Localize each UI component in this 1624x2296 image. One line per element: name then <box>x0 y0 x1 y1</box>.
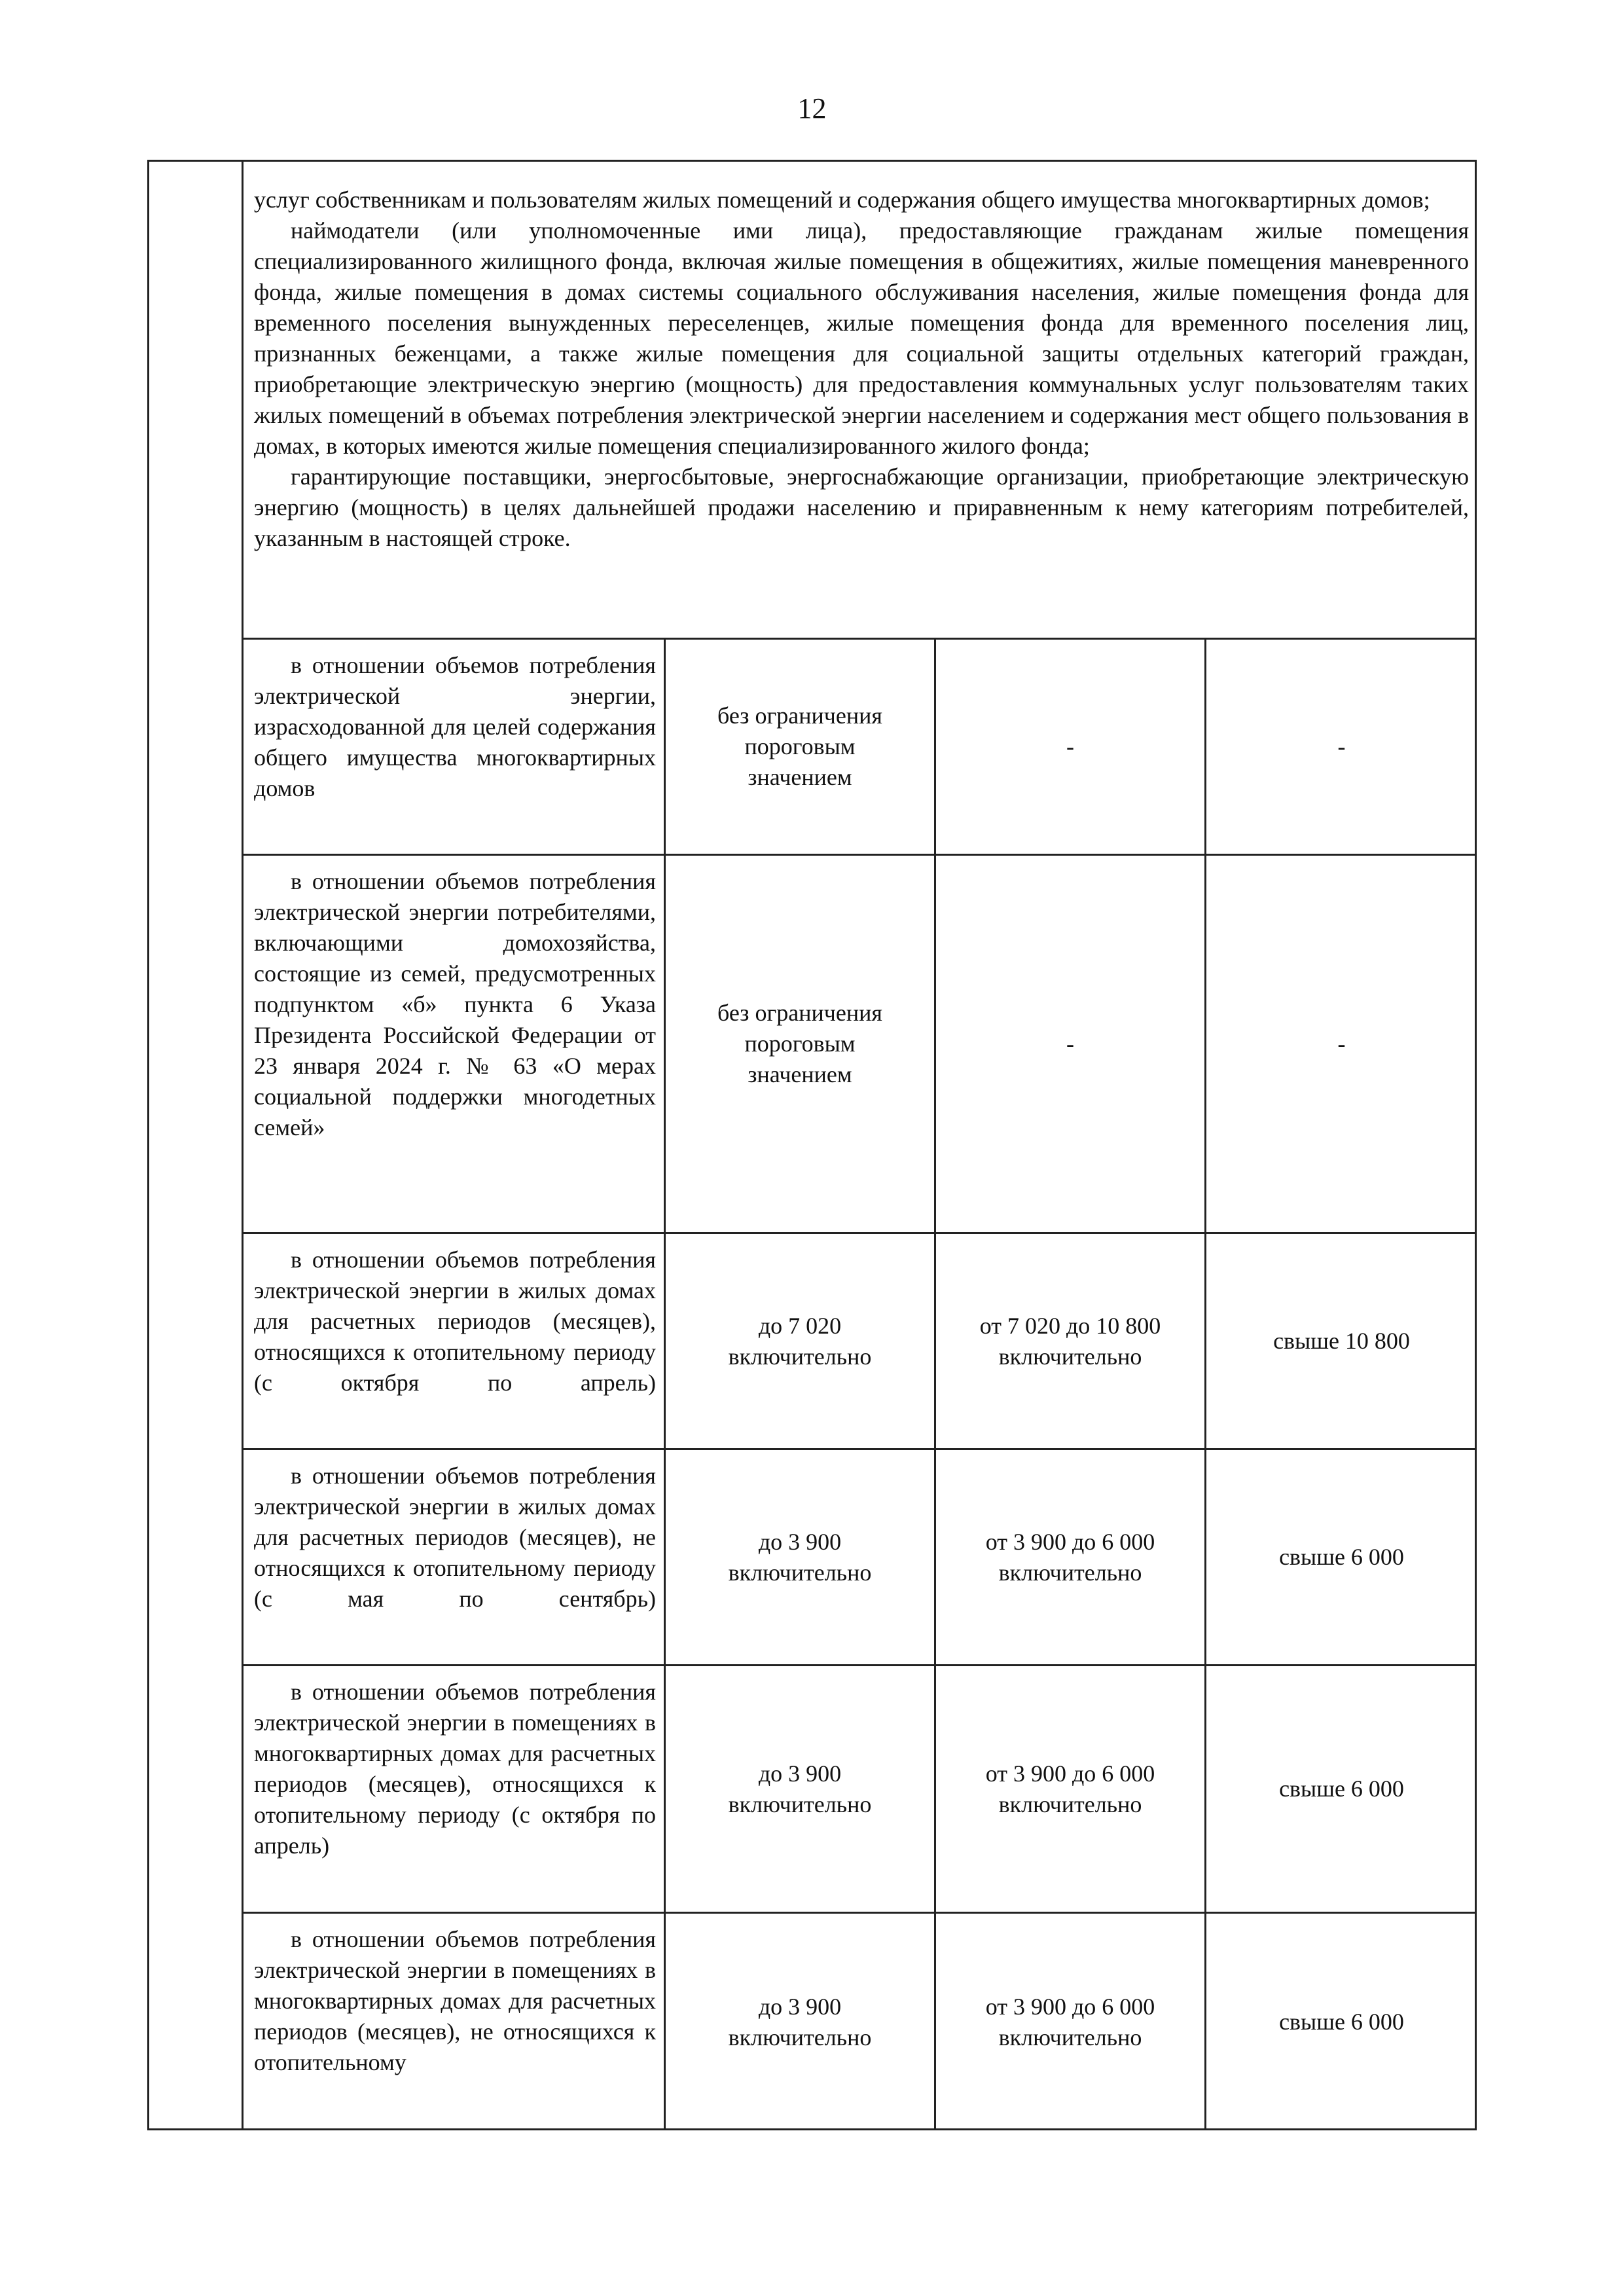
tier1-value: до 3 900 включительно <box>728 1528 872 1586</box>
tier2-cell <box>936 856 1206 1232</box>
table-row <box>244 1914 1477 2130</box>
tier1-cell <box>666 1666 936 1912</box>
tier2-value: от 7 020 до 10 800 включительно <box>979 1312 1161 1370</box>
row-description <box>244 640 666 854</box>
tier3-cell <box>1206 1450 1477 1664</box>
tier3-cell <box>1206 856 1477 1232</box>
tier3-cell <box>1206 640 1477 854</box>
tier2-cell <box>936 1450 1206 1664</box>
tier2-value: от 3 900 до 6 000 включительно <box>985 1760 1155 1817</box>
tier1-cell <box>666 1450 936 1664</box>
tier3-value: - <box>1337 733 1346 759</box>
tier3-cell <box>1206 1914 1477 2130</box>
tier1-cell <box>666 1234 936 1448</box>
row-description-text: в отношении объемов потребления электрической энергии в жилых домах для расчетных периодов (месяцев), не относящихся к отопительному периоду (с мая по сентябрь) <box>254 1463 656 1612</box>
intro-paragraph-3: гарантирующие поставщики, энергосбытовые, энергоснабжающие организации, приобретающие электрическую энергию (мощность) в целях дальнейшей продажи населению и приравненным к нему категориям потребителей, указанным в настоящей строке. <box>254 464 1469 551</box>
table-row <box>244 640 1477 856</box>
row-description-text: в отношении объемов потребления электрической энергии в помещениях в многоквартирных домах для расчетных периодов (месяцев), не относящихся к отопительному <box>254 1926 656 2075</box>
row-description-text: в отношении объемов потребления электрической энергии потребителями, включающими домохозяйства, состоящие из семей, предусмотренных подпунктом «б» пункта 6 Указа Президента Российской Федерации от 23 января 2024 г. № 63 «О мерах социальной поддержки многодетных семей» <box>254 868 656 1140</box>
row-description <box>244 1234 666 1448</box>
tier1-value: до 3 900 включительно <box>728 1760 872 1817</box>
row-description-text: в отношении объемов потребления электрической энергии, израсходованной для целей содержания общего имущества многоквартирных домов <box>254 652 656 801</box>
tier1-cell <box>666 640 936 854</box>
tier2-cell <box>936 1914 1206 2130</box>
table-number-column <box>147 160 244 2130</box>
page-number: 12 <box>797 92 827 124</box>
tier2-value: от 3 900 до 6 000 включительно <box>985 1993 1155 2050</box>
tier1-cell <box>666 856 936 1232</box>
tier2-cell <box>936 640 1206 854</box>
table-row <box>244 1666 1477 1914</box>
tier2-value: - <box>1066 733 1074 759</box>
tier3-value: свыше 6 000 <box>1279 2009 1404 2035</box>
table-row <box>244 1450 1477 1666</box>
tier3-cell <box>1206 1234 1477 1448</box>
tier1-value: до 7 020 включительно <box>728 1312 872 1370</box>
tier2-cell <box>936 1666 1206 1912</box>
tier2-cell <box>936 1234 1206 1448</box>
intro-paragraph-1: услуг собственникам и пользователям жилых помещений и содержания общего имущества многоквартирных домов; <box>254 187 1430 213</box>
row-description <box>244 1666 666 1912</box>
table-row <box>244 1234 1477 1450</box>
row-description-text: в отношении объемов потребления электрической энергии в помещениях в многоквартирных домах для расчетных периодов (месяцев), относящихся к отопительному периоду (с октября по апрель) <box>254 1679 656 1859</box>
tier1-value: без ограничения пороговым значением <box>717 1000 882 1087</box>
row-description-text: в отношении объемов потребления электрической энергии в жилых домах для расчетных периодов (месяцев), относящихся к отопительному периоду (с октября по апрель) <box>254 1247 656 1396</box>
tier1-value: до 3 900 включительно <box>728 1993 872 2050</box>
tier3-value: свыше 6 000 <box>1279 1776 1404 1802</box>
tier3-value: свыше 6 000 <box>1279 1544 1404 1570</box>
tier3-value: свыше 10 800 <box>1273 1328 1410 1354</box>
tier3-cell <box>1206 1666 1477 1912</box>
tier2-value: от 3 900 до 6 000 включительно <box>985 1528 1155 1586</box>
row-description <box>244 1914 666 2130</box>
intro-paragraph-2: наймодатели (или уполномоченные ими лица), предоставляющие гражданам жилые помещения специализированного жилищного фонда, включая жилые помещения в общежитиях, жилые помещения маневренного фонда, жилые помещения в домах системы социального обслуживания населения, жилые помещения фонда для временного поселения вынужденных переселенцев, жилые помещения фонда для временного поселения лиц, признанных беженцами, а также жилые помещения для социальной защиты отдельных категорий граждан, приобретающие электрическую энергию (мощность) для предоставления коммунальных услуг пользователям таких жилых помещений в объемах потребления электрической энергии населением и содержания мест общего пользования в домах, в которых имеются жилые помещения специализированного жилого фонда; <box>254 217 1469 459</box>
tier2-value: - <box>1066 1030 1074 1057</box>
tier3-value: - <box>1337 1030 1346 1057</box>
row-description <box>244 856 666 1232</box>
tier1-value: без ограничения пороговым значением <box>717 702 882 790</box>
row-description <box>244 1450 666 1664</box>
table-row <box>244 856 1477 1234</box>
tier1-cell <box>666 1914 936 2130</box>
intro-cell <box>244 160 1477 640</box>
